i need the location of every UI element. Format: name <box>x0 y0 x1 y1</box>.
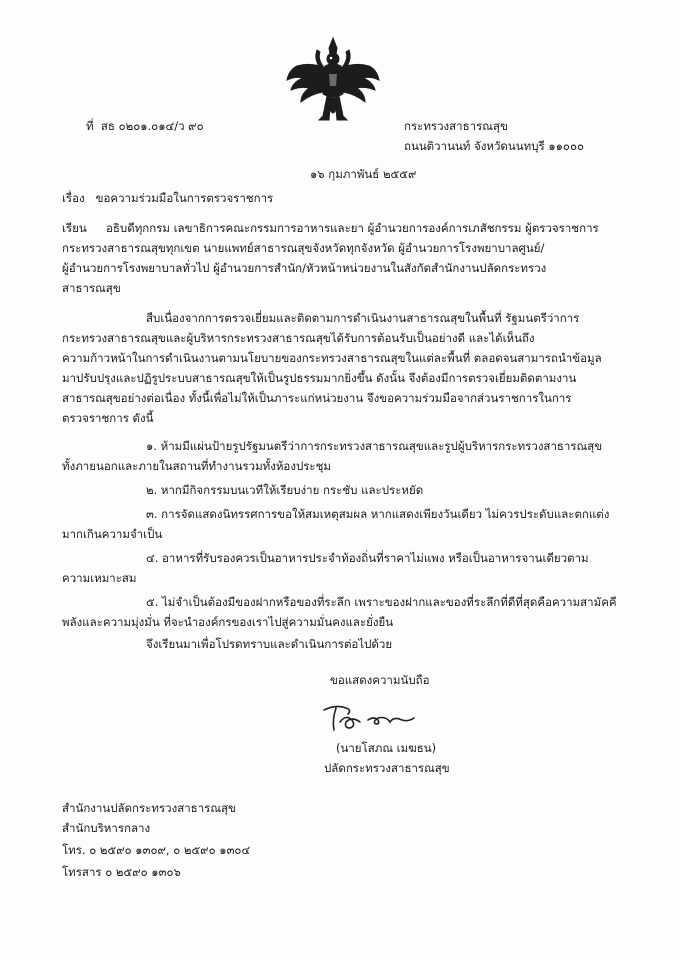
item-2-line: ๒. หากมีกิจกรรมบนเวทีให้เรียบง่าย กระชับ และประหยัด <box>146 483 424 497</box>
recipient-line: กระทรวงสาธารณสุขทุกเขต นายแพทย์สาธารณสุขจังหวัดทุกจังหวัด ผู้อำนวยการโรงพยาบาลศูนย์/ <box>62 241 545 255</box>
reference-code: สธ ๐๒๐๑.๐๑๔/ว ๙๐ <box>100 119 204 133</box>
body-line: ความก้าวหน้าในการดำเนินงานตามนโยบายของกระทรวงสาธารณสุขในแต่ละพื้นที่ ตลอดจนสามารถนำข้อมูล <box>62 351 602 365</box>
garuda-emblem-icon <box>283 36 383 132</box>
item-3-line: มากเกินความจำเป็น <box>62 527 163 541</box>
signatory-position: ปลัดกระทรวงสาธารณสุข <box>324 761 450 775</box>
handwritten-signature-icon <box>318 700 438 736</box>
regards-text: ขอแสดงความนับถือ <box>330 673 430 687</box>
item-4-line: ๔. อาหารที่รับรองควรเป็นอาหารประจำท้องถิ่นที่ราคาไม่แพง หรือเป็นอาหารจานเดียวตาม <box>146 551 589 565</box>
document-date: ๑๖ กุมภาพันธ์ ๒๕๕๙ <box>310 167 417 181</box>
ministry-address: ถนนติวานนท์ จังหวัดนนทบุรี ๑๑๐๐๐ <box>404 139 584 153</box>
subject-text: ขอความร่วมมือในการตรวจราชการ <box>95 191 274 205</box>
footer-division: สำนักบริหารกลาง <box>62 821 151 835</box>
closing-line: จึงเรียนมาเพื่อโปรดทราบและดำเนินการต่อไปด้วย <box>146 637 393 651</box>
recipient-line: ผู้อำนวยการโรงพยาบาลทั่วไป ผู้อำนวยการสำนัก/หัวหน้าหน่วยงานในสังกัดสำนักงานปลัดกระทรวง <box>62 261 547 275</box>
reference-number <box>86 118 204 134</box>
footer-office: สำนักงานปลัดกระทรวงสาธารณสุข <box>62 801 236 815</box>
recipient-line: สาธารณสุข <box>62 281 121 295</box>
recipient-line: อธิบดีทุกกรม เลขาธิการคณะกรรมการอาหารและยา ผู้อำนวยการองค์การเภสัชกรรม ผู้ตรวจราชการ <box>106 221 599 235</box>
subject-line <box>62 190 273 206</box>
footer-fax: โทรสาร ๐ ๒๕๙๐ ๑๓๐๖ <box>62 865 181 879</box>
body-line: กระทรวงสาธารณสุขและผู้บริหารกระทรวงสาธารณสุขได้รับการต้อนรับเป็นอย่างดี และได้เห็นถึง <box>62 331 535 345</box>
body-line: สืบเนื่องจากการตรวจเยี่ยมและติดตามการดำเนินงานสาธารณสุขในพื้นที่ รัฐมนตรีว่าการ <box>146 311 580 325</box>
item-1-line: ๑. ห้ามมีแผ่นป้ายรูปรัฐมนตรีว่าการกระทรวงสาธารณสุขและรูปผู้บริหารกระทรวงสาธารณสุข <box>146 439 603 453</box>
item-5-line: ๕. ไม่จำเป็นต้องมีของฝากหรือของที่ระลึก เพราะของฝากและของที่ระลึกที่ดีที่สุดคือความสามัคคี <box>146 595 617 609</box>
item-4-line: ความเหมาะสม <box>62 571 137 585</box>
ministry-name: กระทรวงสาธารณสุข <box>404 119 508 133</box>
body-line: มาปรับปรุงและปฏิรูประบบสาธารณสุขให้เป็นรูปธรรมมากยิ่งขึ้น ดังนั้น จึงต้องมีการตรวจเยี่ยมติดตามงาน <box>62 371 577 385</box>
body-line: สาธารณสุขอย่างต่อเนื่อง ทั้งนี้เพื่อไม่ให้เป็นภาระแก่หน่วยงาน จึงขอความร่วมมือจากส่วนราชการในการ <box>62 391 572 405</box>
item-3-line: ๓. การจัดแสดงนิทรรศการขอให้สมเหตุสมผล หากแสดงเพียงวันเดียว ไม่ควรประดับและตกแต่ง <box>146 507 610 521</box>
signatory-name: (นายโสภณ เมฆธน) <box>336 741 437 755</box>
body-line: ตรวจราชการ ดังนี้ <box>62 411 154 425</box>
recipient-label: เรียน <box>62 221 87 235</box>
footer-phone: โทร. ๐ ๒๕๙๐ ๑๓๐๙, ๐ ๒๕๙๐ ๑๓๐๔ <box>62 843 251 857</box>
item-1-line: ทั้งภายนอกและภายในสถานที่ทำงานรวมทั้งห้องประชุม <box>62 459 331 473</box>
reference-prefix: ที่ <box>86 119 94 133</box>
subject-label: เรื่อง <box>62 191 85 205</box>
item-5-line: พลังและความมุ่งมั่น ที่จะนำองค์กรของเราไปสู่ความมั่นคงและยั่งยืน <box>62 615 394 629</box>
